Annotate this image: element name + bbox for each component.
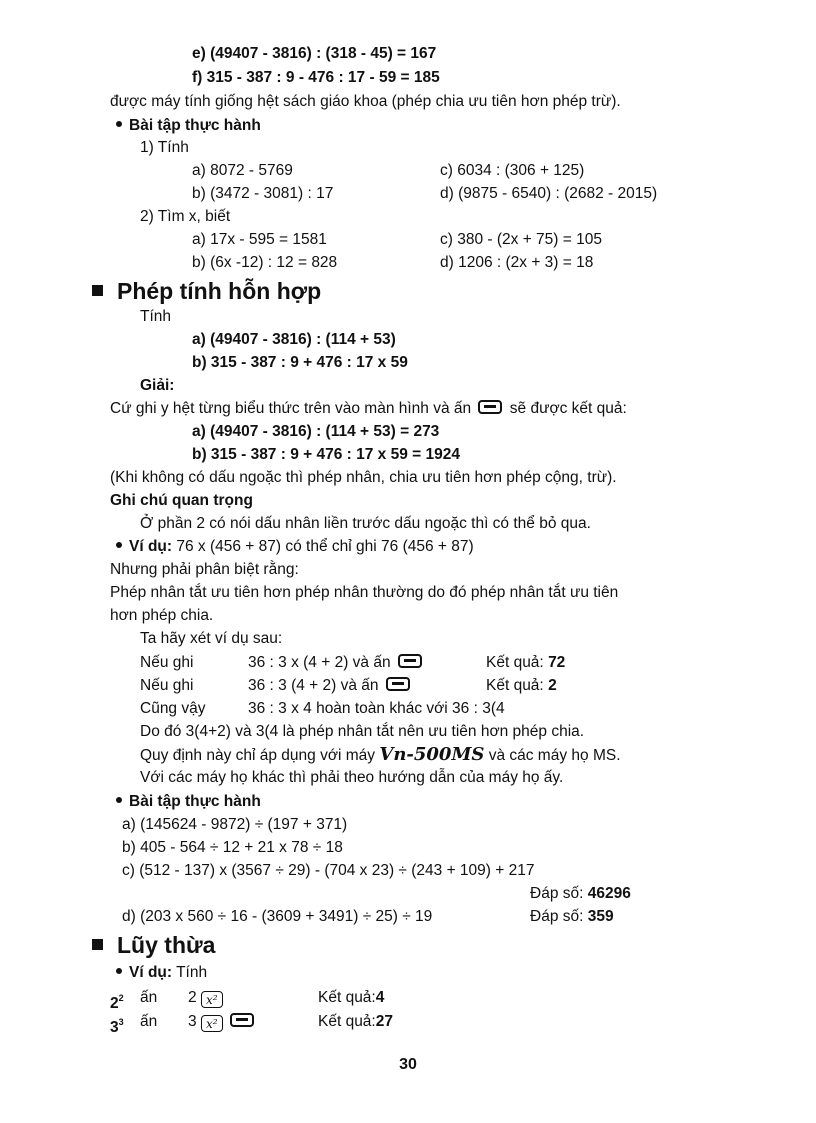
brand-name: Vn-500MS [379,744,485,765]
practice2-c-answer [530,884,631,904]
question-2: 2) Tìm x, biết [140,208,231,225]
section-heading-mixed-text: Phép tính hỗn hợp [117,278,322,304]
example-label: Ví dụ: [129,538,173,555]
row2-result-label: Kết quả: [486,677,544,694]
answer-label: Đáp số: [530,885,584,902]
other-machines: Với các máy họ khác thì phải theo hướng dẫn của máy họ ấy. [140,769,564,786]
practice2-a: a) (145624 - 9872) ÷ (197 + 371) [122,816,348,833]
mixed-ex-a: a) (49407 - 3816) : (114 + 53) [192,331,396,348]
equals-key-icon [386,677,410,691]
but-note: Nhưng phải phân biệt rằng: [110,561,299,578]
exercise-c2: c) 380 - (2x + 75) = 105 [440,231,602,248]
mixed-ex-b: b) 315 - 387 : 9 + 476 : 17 x 59 [192,354,408,371]
result-label: Kết quả: [318,1013,376,1030]
practice2-title [116,792,261,812]
power-row1-press: ấn [140,989,158,1006]
instruction-pre: Cứ ghi y hệt từng biểu thức trên vào màn hình và ấn [110,400,472,417]
line-f: f) 315 - 387 : 9 - 476 : 17 - 59 = 185 [192,69,440,86]
practice2-b: b) 405 - 564 ÷ 12 + 21 x 78 ÷ 18 [122,839,343,856]
base: 3 [110,1019,119,1036]
exercise-b: b) (3472 - 3081) : 17 [192,185,334,202]
row1-expr [248,653,425,673]
bullet-icon [116,968,122,974]
consider-text: Ta hãy xét ví dụ sau: [140,630,283,647]
example-text: 76 x (456 + 87) có thể chỉ ghi 76 (456 + 87) [176,538,474,555]
row1-result-label: Kết quả: [486,654,544,671]
important-text: Ở phần 2 có nói dấu nhân liền trước dấu ngoặc thì có thể bỏ qua. [140,515,591,532]
row3-text: 36 : 3 x 4 hoàn toàn khác với 36 : 3(4 [248,700,505,717]
rule-post: và các máy họ MS. [488,747,621,764]
line-e: e) (49407 - 3816) : (318 - 45) = 167 [192,45,437,62]
row2-result [486,676,557,696]
answer-label: Đáp số: [530,908,584,925]
row1-expr-text: 36 : 3 x (4 + 2) và ấn [248,654,391,671]
exercise-b2: b) (6x -12) : 12 = 828 [192,254,338,271]
practice2-d: d) (203 x 560 ÷ 16 - (3609 + 3491) ÷ 25) ÷ 19 [122,908,433,925]
bullet-icon [116,121,122,127]
exponent: 3 [118,1017,124,1027]
square-bullet-icon [92,939,103,950]
base: 2 [110,995,119,1012]
paren-note: (Khi không có dấu ngoặc thì phép nhân, chia ưu tiên hơn phép cộng, trừ). [110,469,617,486]
note-text: được máy tính giống hệt sách giáo khoa (phép chia ưu tiên hơn phép trừ). [110,93,621,110]
row1-result [486,653,565,673]
result-value: 4 [375,989,385,1006]
row3-label: Cũng vậy [140,700,206,717]
section-heading-power [92,931,215,959]
power-row2-press: ấn [140,1013,158,1030]
bullet-icon [116,542,122,548]
power-row2-base [110,1012,124,1038]
practice-title-text: Bài tập thực hành [129,117,261,134]
x-squared-key-icon: x² [201,991,223,1008]
practice-title [116,116,261,136]
digit: 2 [188,989,197,1006]
instruction-line [110,399,627,419]
implicit-line-1: Phép nhân tắt ưu tiên hơn phép nhân thường do đó phép nhân tắt ưu tiên [110,584,619,601]
power-row2-result [318,1012,393,1032]
square-bullet-icon [92,285,103,296]
power-row1-result [318,988,384,1008]
exercise-d: d) (9875 - 6540) : (2682 - 2015) [440,185,658,202]
row2-expr-text: 36 : 3 (4 + 2) và ấn [248,677,379,694]
power-example-text: Tính [176,964,208,981]
instruction-post: sẽ được kết quả: [509,400,627,417]
question-1: 1) Tính [140,139,189,156]
row1-result-value: 72 [548,654,566,671]
result-b: b) 315 - 387 : 9 + 476 : 17 x 59 = 1924 [192,446,460,463]
power-row1-keys [188,988,223,1008]
practice2-d-answer [530,907,614,927]
solution-label: Giải: [140,377,175,394]
conclusion-text: Do đó 3(4+2) và 3(4 là phép nhân tắt nên ưu tiên hơn phép chia. [140,723,585,740]
exponent: 2 [118,993,124,1003]
power-row2-keys [188,1012,257,1032]
bullet-icon [116,797,122,803]
equals-key-icon [478,400,502,414]
practice2-title-text: Bài tập thực hành [129,793,261,810]
power-example [116,963,207,983]
row2-expr [248,676,413,696]
section-heading-mixed [92,277,321,305]
row1-label: Nếu ghi [140,654,194,671]
equals-key-icon [398,654,422,668]
example-line [116,537,474,557]
row2-result-value: 2 [548,677,557,694]
answer-value: 46296 [587,885,631,902]
result-value: 27 [375,1013,393,1030]
exercise-c: c) 6034 : (306 + 125) [440,162,585,179]
mixed-intro: Tính [140,308,172,325]
answer-value: 359 [587,908,614,925]
rule-pre: Quy định này chỉ áp dụng với máy [140,747,376,764]
digit: 3 [188,1013,197,1030]
result-a: a) (49407 - 3816) : (114 + 53) = 273 [192,423,440,440]
result-label: Kết quả: [318,989,376,1006]
equals-key-icon [230,1013,254,1027]
row2-label: Nếu ghi [140,677,194,694]
page-number: 30 [399,1056,417,1073]
power-row1-base [110,988,124,1014]
rule-line [140,745,621,766]
exercise-d2: d) 1206 : (2x + 3) = 18 [440,254,594,271]
exercise-a: a) 8072 - 5769 [192,162,293,179]
practice2-c: c) (512 - 137) x (3567 ÷ 29) - (704 x 23) ÷ (243 + 109) + 217 [122,862,535,879]
power-example-label: Ví dụ: [129,964,173,981]
x-squared-key-icon: x² [201,1015,223,1032]
exercise-a2: a) 17x - 595 = 1581 [192,231,327,248]
important-label: Ghi chú quan trọng [110,492,253,509]
implicit-line-2: hơn phép chia. [110,607,214,624]
section-heading-power-text: Lũy thừa [117,932,216,958]
